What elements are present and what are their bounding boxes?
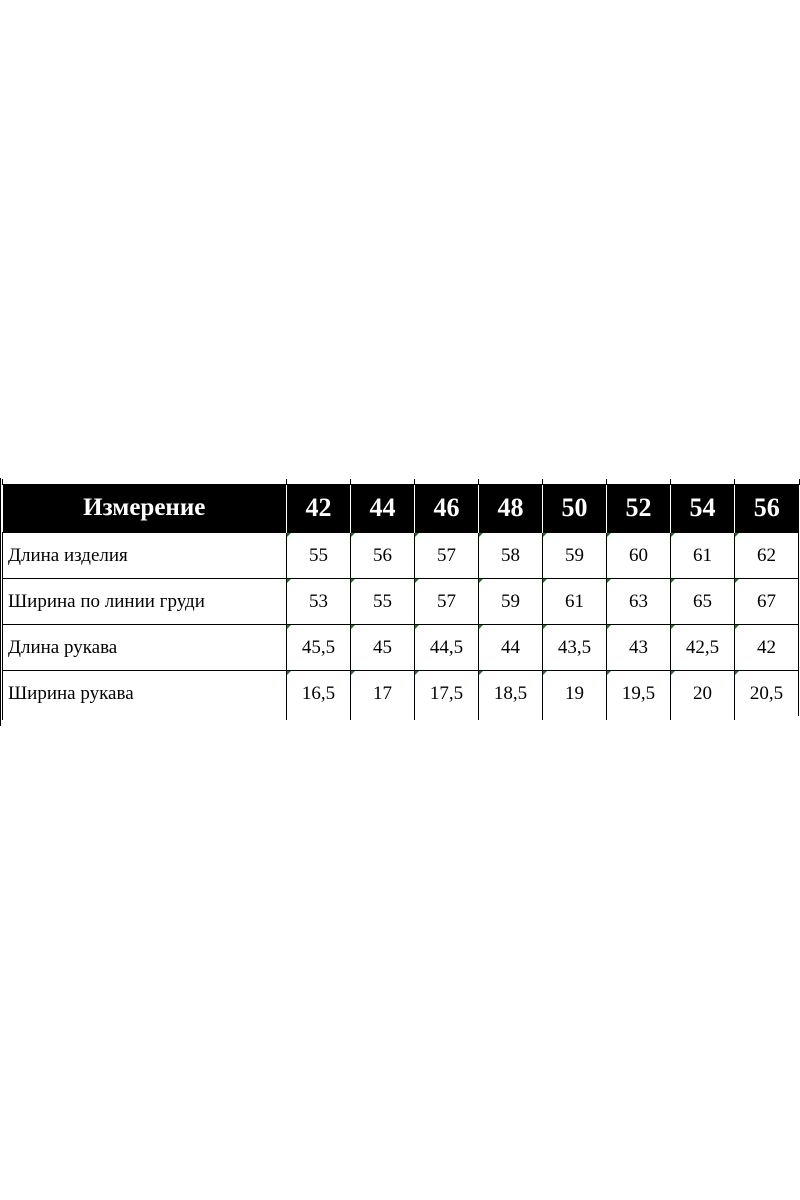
size-header-cell: 48 bbox=[479, 484, 543, 533]
table-row bbox=[3, 579, 799, 625]
value-cell: 61 bbox=[543, 579, 607, 625]
size-header-cell: 52 bbox=[607, 484, 671, 533]
value-cell: 17 bbox=[351, 671, 415, 717]
size-header-cell: 46 bbox=[415, 484, 479, 533]
value-cell: 45 bbox=[351, 625, 415, 671]
value-cell: 57 bbox=[415, 579, 479, 625]
value-cell: 59 bbox=[543, 533, 607, 579]
value-cell: 55 bbox=[351, 579, 415, 625]
row-label-cell: Длина изделия bbox=[3, 533, 287, 579]
value-cell: 56 bbox=[351, 533, 415, 579]
size-header-cell: 42 bbox=[287, 484, 351, 533]
value-cell: 42,5 bbox=[671, 625, 735, 671]
value-cell: 53 bbox=[287, 579, 351, 625]
value-cell: 17,5 bbox=[415, 671, 479, 717]
value-cell: 63 bbox=[607, 579, 671, 625]
size-chart-table bbox=[2, 484, 799, 716]
value-cell: 19 bbox=[543, 671, 607, 717]
row-label-cell: Ширина по линии груди bbox=[3, 579, 287, 625]
value-cell: 16,5 bbox=[287, 671, 351, 717]
value-cell: 44,5 bbox=[415, 625, 479, 671]
header-label-cell: Измерение bbox=[3, 484, 287, 533]
size-header-cell: 54 bbox=[671, 484, 735, 533]
value-cell: 57 bbox=[415, 533, 479, 579]
size-header-cell: 44 bbox=[351, 484, 415, 533]
row-label-cell: Длина рукава bbox=[3, 625, 287, 671]
row-label-cell: Ширина рукава bbox=[3, 671, 287, 717]
header-row bbox=[3, 484, 799, 533]
value-cell: 65 bbox=[671, 579, 735, 625]
value-cell: 58 bbox=[479, 533, 543, 579]
value-cell: 18,5 bbox=[479, 671, 543, 717]
value-cell: 55 bbox=[287, 533, 351, 579]
value-cell: 43,5 bbox=[543, 625, 607, 671]
table-row bbox=[3, 671, 799, 717]
left-edge-line bbox=[0, 478, 1, 726]
value-cell: 59 bbox=[479, 579, 543, 625]
value-cell: 43 bbox=[607, 625, 671, 671]
size-header-cell: 56 bbox=[735, 484, 799, 533]
value-cell: 61 bbox=[671, 533, 735, 579]
table-row bbox=[3, 625, 799, 671]
value-cell: 19,5 bbox=[607, 671, 671, 717]
value-cell: 45,5 bbox=[287, 625, 351, 671]
value-cell: 42 bbox=[735, 625, 799, 671]
value-cell: 20,5 bbox=[735, 671, 799, 717]
value-cell: 62 bbox=[735, 533, 799, 579]
value-cell: 44 bbox=[479, 625, 543, 671]
table-row bbox=[3, 533, 799, 579]
value-cell: 60 bbox=[607, 533, 671, 579]
value-cell: 67 bbox=[735, 579, 799, 625]
value-cell: 20 bbox=[671, 671, 735, 717]
size-header-cell: 50 bbox=[543, 484, 607, 533]
